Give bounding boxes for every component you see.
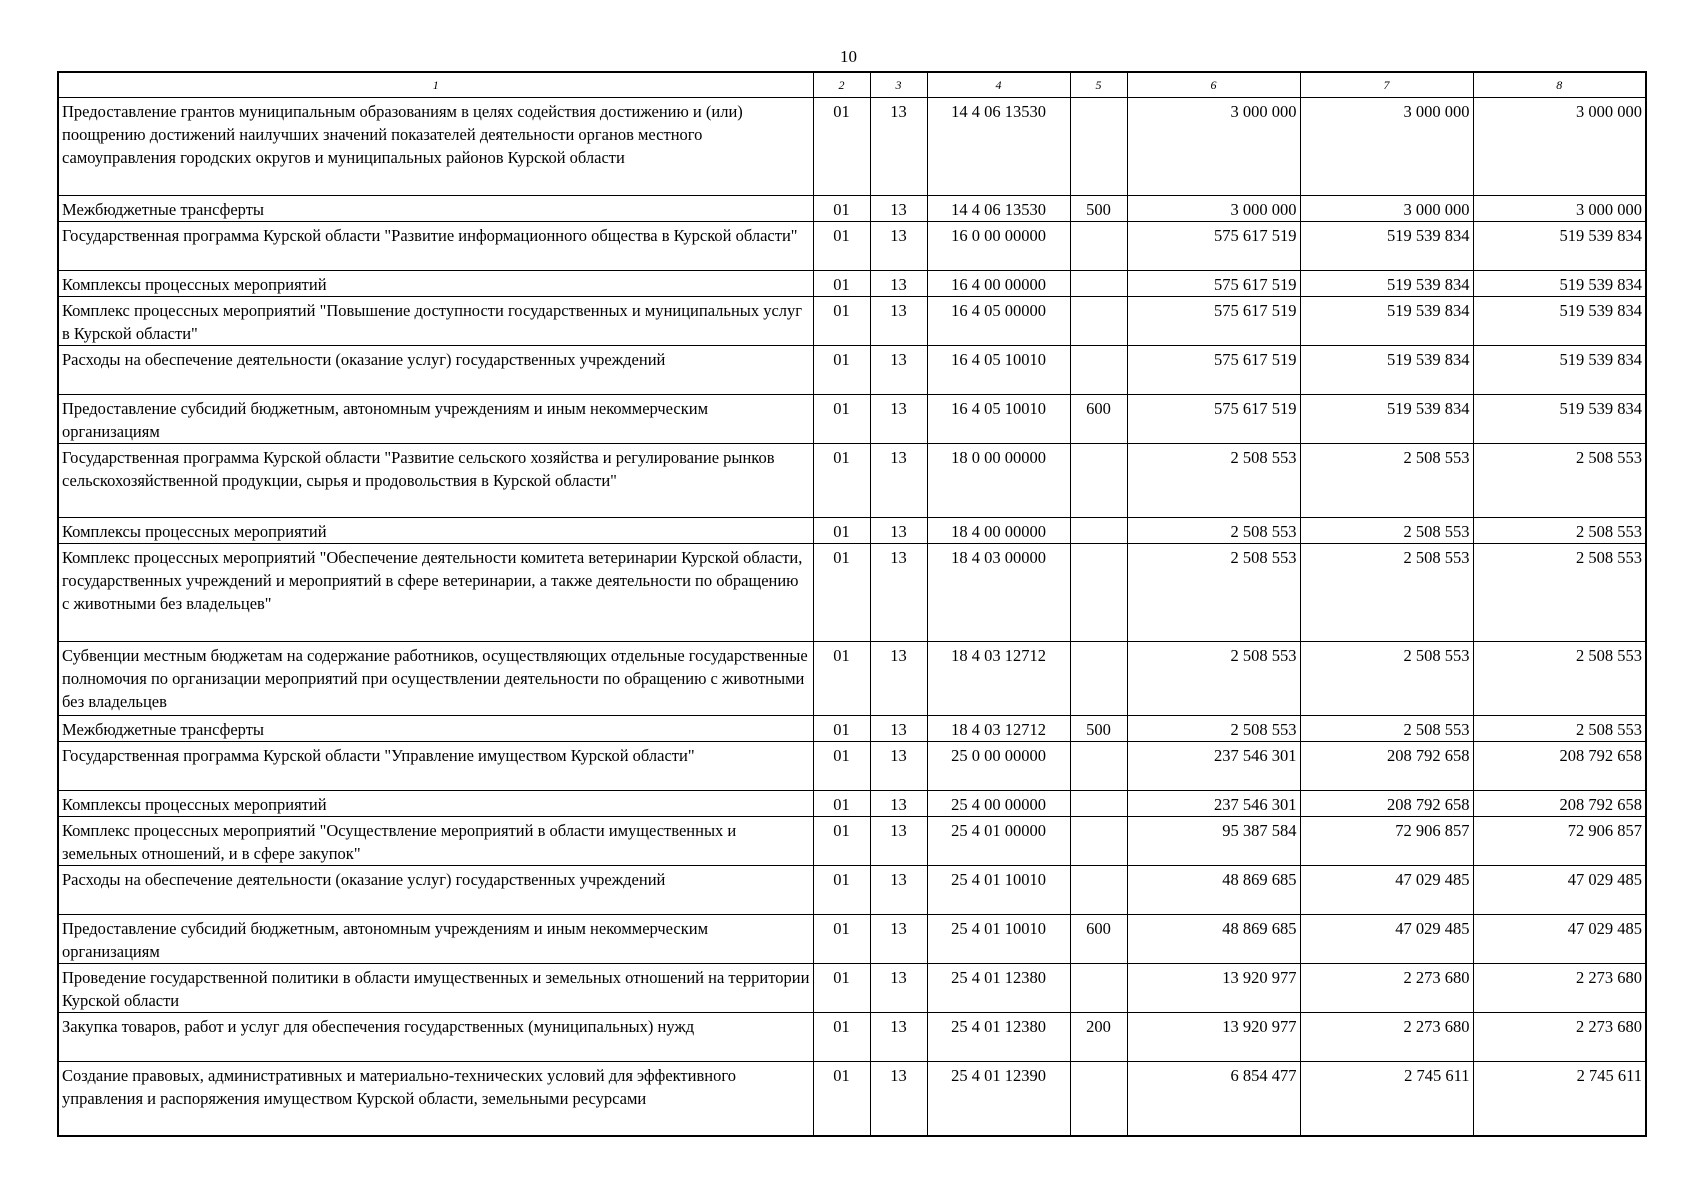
table-row (58, 544, 1646, 642)
row-name: Государственная программа Курской области "Развитие информационного общества в Курской области" (58, 222, 813, 271)
row-name: Предоставление грантов муниципальным образованиям в целях содействия достижению и (или) поощрению достижений наилучших значений показателей деятельности органов местного самоуправления городских округов и муниципальных районов Курской области (58, 98, 813, 196)
amount-col-6: 575 617 519 (1127, 222, 1300, 271)
amount-col-6: 2 508 553 (1127, 716, 1300, 742)
amount-col-7: 2 508 553 (1300, 444, 1473, 518)
amount-col-6: 575 617 519 (1127, 395, 1300, 444)
amount-col-7: 519 539 834 (1300, 346, 1473, 395)
table-row (58, 518, 1646, 544)
subsection-code: 13 (870, 817, 927, 866)
budget-table (57, 71, 1647, 1137)
amount-col-6: 575 617 519 (1127, 271, 1300, 297)
amount-col-8: 208 792 658 (1473, 742, 1646, 791)
row-name: Закупка товаров, работ и услуг для обеспечения государственных (муниципальных) нужд (58, 1013, 813, 1062)
subsection-code: 13 (870, 518, 927, 544)
target-article-code: 25 4 01 12390 (927, 1062, 1070, 1136)
subsection-code: 13 (870, 98, 927, 196)
expense-type-code (1070, 817, 1127, 866)
amount-col-6: 575 617 519 (1127, 346, 1300, 395)
section-code: 01 (813, 791, 870, 817)
amount-col-7: 519 539 834 (1300, 271, 1473, 297)
amount-col-7: 72 906 857 (1300, 817, 1473, 866)
header-row (58, 72, 1646, 98)
row-name: Субвенции местным бюджетам на содержание работников, осуществляющих отдельные государственные полномочия по организации мероприятий при осуществлении деятельности по обращению с животными без владельцев (58, 642, 813, 716)
table-row (58, 716, 1646, 742)
expense-type-code (1070, 518, 1127, 544)
row-name: Создание правовых, административных и материально-технических условий для эффективного управления и распоряжения имуществом Курской области, земельными ресурсами (58, 1062, 813, 1136)
amount-col-7: 2 508 553 (1300, 544, 1473, 642)
subsection-code: 13 (870, 544, 927, 642)
section-code: 01 (813, 544, 870, 642)
row-name: Комплекс процессных мероприятий "Повышение доступности государственных и муниципальных услуг в Курской области" (58, 297, 813, 346)
amount-col-7: 47 029 485 (1300, 866, 1473, 915)
column-header: 4 (927, 72, 1070, 98)
column-header: 8 (1473, 72, 1646, 98)
table-row (58, 642, 1646, 716)
target-article-code: 25 4 01 12380 (927, 1013, 1070, 1062)
section-code: 01 (813, 817, 870, 866)
row-name: Государственная программа Курской области "Развитие сельского хозяйства и регулирование рынков сельскохозяйственной продукции, сырья и продовольствия в Курской области" (58, 444, 813, 518)
subsection-code: 13 (870, 297, 927, 346)
subsection-code: 13 (870, 742, 927, 791)
amount-col-6: 237 546 301 (1127, 742, 1300, 791)
row-name: Межбюджетные трансферты (58, 196, 813, 222)
amount-col-8: 3 000 000 (1473, 98, 1646, 196)
amount-col-8: 2 508 553 (1473, 444, 1646, 518)
expense-type-code (1070, 742, 1127, 791)
expense-type-code (1070, 642, 1127, 716)
target-article-code: 14 4 06 13530 (927, 196, 1070, 222)
expense-type-code (1070, 444, 1127, 518)
subsection-code: 13 (870, 222, 927, 271)
target-article-code: 18 4 03 00000 (927, 544, 1070, 642)
subsection-code: 13 (870, 1013, 927, 1062)
section-code: 01 (813, 297, 870, 346)
amount-col-8: 2 508 553 (1473, 544, 1646, 642)
amount-col-8: 2 508 553 (1473, 518, 1646, 544)
amount-col-7: 2 508 553 (1300, 518, 1473, 544)
amount-col-6: 2 508 553 (1127, 518, 1300, 544)
table-row (58, 1062, 1646, 1136)
target-article-code: 16 0 00 00000 (927, 222, 1070, 271)
amount-col-6: 2 508 553 (1127, 642, 1300, 716)
amount-col-6: 2 508 553 (1127, 544, 1300, 642)
amount-col-6: 575 617 519 (1127, 297, 1300, 346)
expense-type-code (1070, 271, 1127, 297)
expense-type-code: 600 (1070, 395, 1127, 444)
subsection-code: 13 (870, 716, 927, 742)
target-article-code: 25 4 01 10010 (927, 915, 1070, 964)
section-code: 01 (813, 98, 870, 196)
expense-type-code (1070, 544, 1127, 642)
section-code: 01 (813, 716, 870, 742)
column-header: 6 (1127, 72, 1300, 98)
amount-col-8: 2 508 553 (1473, 642, 1646, 716)
amount-col-8: 208 792 658 (1473, 791, 1646, 817)
column-header: 1 (58, 72, 813, 98)
amount-col-8: 47 029 485 (1473, 915, 1646, 964)
target-article-code: 25 4 01 12380 (927, 964, 1070, 1013)
expense-type-code: 200 (1070, 1013, 1127, 1062)
subsection-code: 13 (870, 444, 927, 518)
column-header: 2 (813, 72, 870, 98)
row-name: Проведение государственной политики в области имущественных и земельных отношений на территории Курской области (58, 964, 813, 1013)
amount-col-6: 48 869 685 (1127, 866, 1300, 915)
section-code: 01 (813, 642, 870, 716)
amount-col-6: 13 920 977 (1127, 1013, 1300, 1062)
section-code: 01 (813, 222, 870, 271)
table-row (58, 222, 1646, 271)
row-name: Расходы на обеспечение деятельности (оказание услуг) государственных учреждений (58, 346, 813, 395)
subsection-code: 13 (870, 791, 927, 817)
row-name: Расходы на обеспечение деятельности (оказание услуг) государственных учреждений (58, 866, 813, 915)
amount-col-7: 3 000 000 (1300, 98, 1473, 196)
section-code: 01 (813, 518, 870, 544)
amount-col-7: 208 792 658 (1300, 791, 1473, 817)
target-article-code: 14 4 06 13530 (927, 98, 1070, 196)
expense-type-code: 500 (1070, 716, 1127, 742)
table-row (58, 866, 1646, 915)
expense-type-code (1070, 346, 1127, 395)
amount-col-6: 48 869 685 (1127, 915, 1300, 964)
subsection-code: 13 (870, 866, 927, 915)
expense-type-code: 600 (1070, 915, 1127, 964)
amount-col-7: 208 792 658 (1300, 742, 1473, 791)
table-row (58, 196, 1646, 222)
table-row (58, 346, 1646, 395)
amount-col-8: 519 539 834 (1473, 346, 1646, 395)
target-article-code: 25 4 00 00000 (927, 791, 1070, 817)
amount-col-8: 2 273 680 (1473, 1013, 1646, 1062)
expense-type-code (1070, 297, 1127, 346)
amount-col-8: 2 273 680 (1473, 964, 1646, 1013)
section-code: 01 (813, 964, 870, 1013)
amount-col-6: 2 508 553 (1127, 444, 1300, 518)
amount-col-7: 2 745 611 (1300, 1062, 1473, 1136)
amount-col-8: 2 745 611 (1473, 1062, 1646, 1136)
target-article-code: 18 0 00 00000 (927, 444, 1070, 518)
row-name: Государственная программа Курской области "Управление имуществом Курской области" (58, 742, 813, 791)
row-name: Предоставление субсидий бюджетным, автономным учреждениям и иным некоммерческим организациям (58, 915, 813, 964)
expense-type-code (1070, 791, 1127, 817)
table-row (58, 297, 1646, 346)
subsection-code: 13 (870, 395, 927, 444)
target-article-code: 16 4 00 00000 (927, 271, 1070, 297)
table-row (58, 395, 1646, 444)
table-row (58, 791, 1646, 817)
table-row (58, 98, 1646, 196)
amount-col-7: 47 029 485 (1300, 915, 1473, 964)
column-header: 3 (870, 72, 927, 98)
expense-type-code (1070, 98, 1127, 196)
amount-col-8: 519 539 834 (1473, 222, 1646, 271)
row-name: Межбюджетные трансферты (58, 716, 813, 742)
amount-col-7: 2 508 553 (1300, 716, 1473, 742)
row-name: Комплексы процессных мероприятий (58, 791, 813, 817)
amount-col-8: 519 539 834 (1473, 271, 1646, 297)
table-row (58, 742, 1646, 791)
amount-col-7: 519 539 834 (1300, 297, 1473, 346)
section-code: 01 (813, 196, 870, 222)
amount-col-7: 519 539 834 (1300, 395, 1473, 444)
section-code: 01 (813, 1013, 870, 1062)
subsection-code: 13 (870, 1062, 927, 1136)
amount-col-8: 2 508 553 (1473, 716, 1646, 742)
table-body (58, 98, 1646, 1136)
expense-type-code (1070, 1062, 1127, 1136)
amount-col-7: 2 508 553 (1300, 642, 1473, 716)
target-article-code: 18 4 03 12712 (927, 716, 1070, 742)
amount-col-7: 3 000 000 (1300, 196, 1473, 222)
subsection-code: 13 (870, 196, 927, 222)
section-code: 01 (813, 915, 870, 964)
target-article-code: 16 4 05 00000 (927, 297, 1070, 346)
amount-col-7: 2 273 680 (1300, 964, 1473, 1013)
subsection-code: 13 (870, 346, 927, 395)
expense-type-code (1070, 222, 1127, 271)
amount-col-6: 3 000 000 (1127, 98, 1300, 196)
subsection-code: 13 (870, 271, 927, 297)
row-name: Предоставление субсидий бюджетным, автономным учреждениям и иным некоммерческим организациям (58, 395, 813, 444)
page-number: 10 (840, 47, 857, 66)
section-code: 01 (813, 271, 870, 297)
section-code: 01 (813, 1062, 870, 1136)
expense-type-code (1070, 866, 1127, 915)
amount-col-6: 3 000 000 (1127, 196, 1300, 222)
amount-col-7: 2 273 680 (1300, 1013, 1473, 1062)
table-row (58, 964, 1646, 1013)
table-row (58, 915, 1646, 964)
section-code: 01 (813, 395, 870, 444)
expense-type-code (1070, 964, 1127, 1013)
table-row (58, 444, 1646, 518)
amount-col-7: 519 539 834 (1300, 222, 1473, 271)
amount-col-8: 519 539 834 (1473, 297, 1646, 346)
target-article-code: 18 4 00 00000 (927, 518, 1070, 544)
target-article-code: 25 4 01 10010 (927, 866, 1070, 915)
table-row (58, 817, 1646, 866)
row-name: Комплекс процессных мероприятий "Обеспечение деятельности комитета ветеринарии Курской области, государственных учреждений и мероприятий в сфере ветеринарии, а также деятельности по обращению с животными без владельцев" (58, 544, 813, 642)
target-article-code: 16 4 05 10010 (927, 346, 1070, 395)
amount-col-8: 72 906 857 (1473, 817, 1646, 866)
section-code: 01 (813, 346, 870, 395)
section-code: 01 (813, 866, 870, 915)
amount-col-8: 47 029 485 (1473, 866, 1646, 915)
amount-col-6: 95 387 584 (1127, 817, 1300, 866)
table-row (58, 1013, 1646, 1062)
target-article-code: 16 4 05 10010 (927, 395, 1070, 444)
amount-col-6: 237 546 301 (1127, 791, 1300, 817)
subsection-code: 13 (870, 642, 927, 716)
table-row (58, 271, 1646, 297)
subsection-code: 13 (870, 915, 927, 964)
target-article-code: 18 4 03 12712 (927, 642, 1070, 716)
subsection-code: 13 (870, 964, 927, 1013)
column-header: 7 (1300, 72, 1473, 98)
amount-col-8: 519 539 834 (1473, 395, 1646, 444)
expense-type-code: 500 (1070, 196, 1127, 222)
target-article-code: 25 0 00 00000 (927, 742, 1070, 791)
amount-col-6: 6 854 477 (1127, 1062, 1300, 1136)
amount-col-8: 3 000 000 (1473, 196, 1646, 222)
section-code: 01 (813, 444, 870, 518)
row-name: Комплексы процессных мероприятий (58, 518, 813, 544)
row-name: Комплексы процессных мероприятий (58, 271, 813, 297)
target-article-code: 25 4 01 00000 (927, 817, 1070, 866)
section-code: 01 (813, 742, 870, 791)
column-header: 5 (1070, 72, 1127, 98)
row-name: Комплекс процессных мероприятий "Осуществление мероприятий в области имущественных и земельных отношений, и в сфере закупок" (58, 817, 813, 866)
amount-col-6: 13 920 977 (1127, 964, 1300, 1013)
